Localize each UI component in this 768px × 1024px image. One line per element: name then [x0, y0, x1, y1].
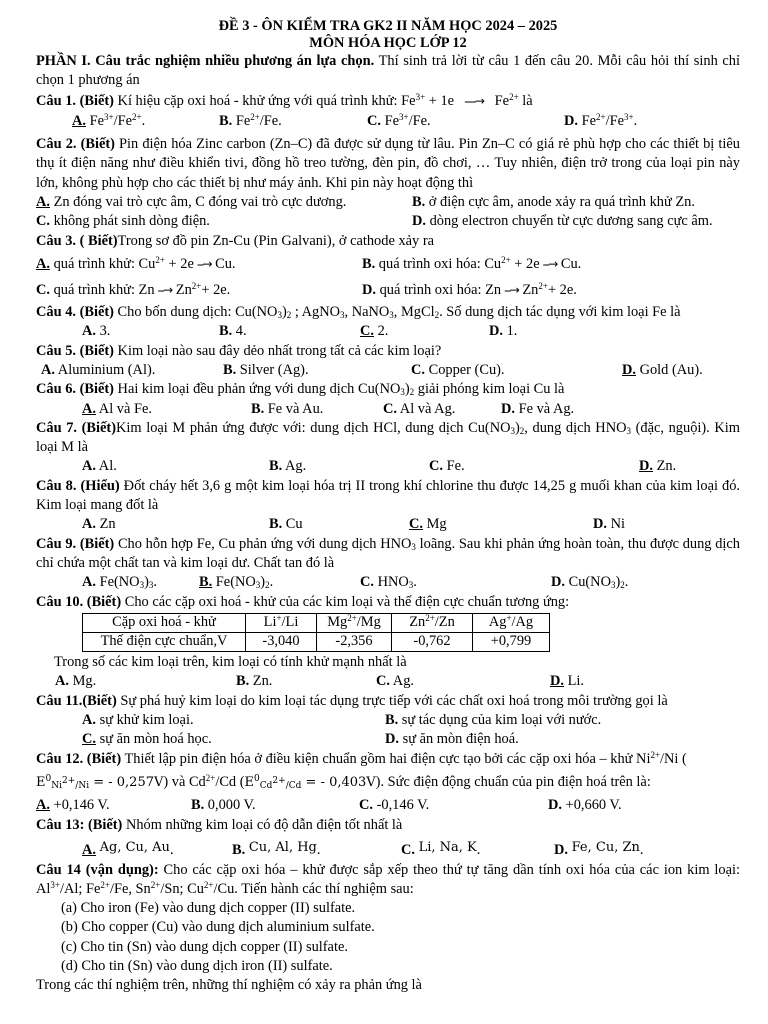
option-d[interactable]: D. $Cu(NO_3)_2$.	[551, 574, 629, 591]
question-2-options-cd	[36, 212, 740, 232]
table-cell: Li+/Li	[246, 613, 317, 632]
question-4-options	[36, 322, 740, 342]
option-d[interactable]: D. $Fe^{2+}/Fe^{3+}$.	[564, 111, 638, 129]
option-a[interactable]: A. Al.	[82, 458, 117, 475]
table-cell: Ag+/Ag	[473, 613, 550, 632]
option-d[interactable]: D. Fe, Cu, Zn.	[554, 839, 644, 858]
experiment-item: (a) Cho iron (Fe) vào dung dịch copper (II) sulfate.	[61, 900, 356, 917]
question-1: Câu 1. (Biết) Kí hiệu cặp oxi hoá - khử ứng với quá trình khử: $Fe^{3+} + 1e$ ⎯⎯→ $Fe^{2+}$ là	[36, 92, 533, 110]
table-header-cell: Thế điện cực chuẩn,V	[83, 632, 246, 651]
question-11: Câu 11.(Biết) Sự phá huỷ kim loại do kim loại tác dụng trực tiếp với các chất oxi hoá trong môi trường gọi là	[36, 692, 668, 709]
question-12-options	[36, 796, 740, 816]
option-a[interactable]: A. Zn đóng vai trò cực âm, C đóng vai trò cực dương.	[36, 193, 347, 210]
question-3-options-ab	[36, 251, 740, 277]
question-12-line2: $E^0_{Ni^{2+}/Ni}$ = - 0,257V) và $Cd^{2+}/Cd$ ($E^0_{Cd^{2+}/Cd}$ = - 0,403V). Sức điện động chuẩn của pin điện hoá trên là:	[36, 773, 651, 792]
option-a[interactable]: A. Aluminium (Al).	[41, 361, 156, 378]
option-b[interactable]: B. Silver (Ag).	[223, 361, 309, 378]
option-a[interactable]: A. Ag, Cu, Au.	[82, 839, 174, 858]
option-a[interactable]: A. Mg.	[55, 673, 97, 690]
question-14-prompt: Trong các thí nghiệm trên, những thí nghiệm có xảy ra phản ứng là	[36, 976, 422, 993]
experiment-item: (b) Cho copper (Cu) vào dung dịch aluminium sulfate.	[61, 919, 375, 936]
table-row	[83, 613, 550, 632]
option-c[interactable]: C. Copper (Cu).	[411, 361, 505, 378]
table-cell: -0,762	[392, 632, 473, 651]
question-14: Câu 14 (vận dụng): Cho các cặp oxi hóa – khử được sắp xếp theo thứ tự tăng dần tính oxi hóa của các ion kim loại: $Al^{3+}/Al$; $Fe^{2+}/Fe$, $Sn^{2+}/Sn$; $Cu^{2+}/Cu$. Tiến hành các thí nghiệm sau:	[36, 861, 740, 897]
exam-page	[36, 18, 740, 995]
question-9: Câu 9. (Biết) Cho hỗn hợp Fe, Cu phản ứng với dung dịch $HNO_3$ loãng. Sau khi phản ứng hoàn toàn, thu được dung dịch chỉ chứa một chất tan và kim loại dư. Chất tan đó là	[36, 535, 740, 572]
option-d[interactable]: D. Fe và Ag.	[501, 400, 575, 417]
question-8: Câu 8. (Hiểu) Đốt cháy hết 3,6 g một kim loại hóa trị II trong khí chlorine thu được 14,25 g muối khan của kim loại đó. Kim loại mang đốt là	[36, 477, 740, 514]
option-a[interactable]: A. quá trình khử: $Cu^{2+} + 2e$ ⎯→ Cu.	[36, 254, 236, 272]
question-4: Câu 4. (Biết) Cho bốn dung dịch: $Cu(NO_3)_2$ ; AgNO$_3$, NaNO$_3$, MgCl$_2$. Số dung dịch tác dụng với kim loại Fe là	[36, 303, 681, 320]
table-cell: -2,356	[317, 632, 392, 651]
option-b[interactable]: B. Cu, Al, Hg.	[232, 839, 321, 858]
question-5-options	[36, 361, 740, 381]
question-3: Câu 3. ( Biết)Trong sơ đồ pin Zn-Cu (Pin Galvani), ở cathode xảy ra	[36, 232, 434, 249]
question-13: Câu 13: (Biết) Nhóm những kim loại có độ dẫn điện tốt nhất là	[36, 816, 403, 833]
option-b[interactable]: B. sự tác dụng của kim loại với nước.	[385, 711, 602, 728]
question-6-options	[36, 400, 740, 420]
option-a[interactable]: A. +0,146 V.	[36, 797, 110, 814]
table-header-cell: Cặp oxi hoá - khử	[83, 613, 246, 632]
question-3-options-cd	[36, 277, 740, 303]
option-d[interactable]: D. Li.	[550, 673, 584, 690]
option-c[interactable]: C. Ag.	[376, 673, 414, 690]
option-d[interactable]: D. sự ăn mòn điện hoá.	[385, 731, 519, 748]
option-c[interactable]: C. Li, Na, K.	[401, 839, 481, 858]
option-b[interactable]: B. Fe và Au.	[251, 400, 324, 417]
question-7: Câu 7. (Biết)Kim loại M phản ứng được với: dung dịch HCl, dung dịch $Cu(NO_3)_2$, dung dịch $HNO_3$ (đặc, nguội). Kim loại M là	[36, 420, 740, 456]
option-a[interactable]: A. $Fe(NO_3)_3$.	[82, 574, 157, 591]
potential-table	[82, 613, 550, 652]
table-row	[83, 632, 550, 651]
question-8-options	[36, 515, 740, 535]
option-b[interactable]: B. Cu	[269, 516, 303, 533]
part1-instruction: PHẦN I. Câu trắc nghiệm nhiều phương án lựa chọn. Thí sinh trả lời từ câu 1 đến câu 20. Mỗi câu hỏi thí sinh chỉ chọn 1 phương án	[36, 53, 740, 89]
option-a[interactable]: A. sự khử kim loại.	[82, 711, 194, 728]
question-2-options-ab	[36, 193, 740, 213]
option-c[interactable]: C. không phát sinh dòng điện.	[36, 213, 210, 230]
question-10: Câu 10. (Biết) Cho các cặp oxi hoá - khử của các kim loại và thế điện cực chuẩn tương ứng:	[36, 593, 570, 610]
question-10-options	[36, 672, 740, 692]
option-c[interactable]: C. -0,146 V.	[359, 797, 430, 814]
question-10-prompt: Trong số các kim loại trên, kim loại có tính khử mạnh nhất là	[54, 653, 407, 670]
question-1-options	[36, 112, 740, 132]
exam-title: ĐỀ 3 - ÔN KIỂM TRA GK2 II NĂM HỌC 2024 – 2025	[218, 18, 558, 34]
option-c[interactable]: C. 2.	[360, 323, 389, 340]
part1-heading: PHẦN I. Câu trắc nghiệm nhiều phương án lựa chọn.	[36, 53, 375, 69]
option-d[interactable]: D. quá trình oxi hóa: Zn ⎯→ $Zn^{2+}+ 2e$.	[362, 280, 577, 298]
option-c[interactable]: C. Mg	[409, 516, 447, 533]
option-d[interactable]: D. 1.	[489, 323, 518, 340]
option-c[interactable]: C. quá trình khử: Zn ⎯→ $Zn^{2+}+ 2e$.	[36, 280, 231, 298]
experiment-item: (d) Cho tin (Sn) vào dung dịch iron (II) sulfate.	[61, 957, 333, 974]
option-c[interactable]: C. $HNO_3$.	[360, 574, 417, 591]
table-cell: +0,799	[473, 632, 550, 651]
question-6: Câu 6. (Biết) Hai kim loại đều phản ứng với dung dịch $Cu(NO_3)_2$ giải phóng kim loại Cu là	[36, 381, 565, 398]
table-cell: -3,040	[246, 632, 317, 651]
option-b[interactable]: B. $Fe(NO_3)_2$.	[199, 574, 274, 591]
question-13-options	[36, 835, 740, 861]
option-b[interactable]: B. 0,000 V.	[191, 797, 256, 814]
question-12-line1: Câu 12. (Biết) Thiết lập pin điện hóa ở điều kiện chuẩn gồm hai điện cực tạo bởi các cặp oxi hóa – khử $Ni^{2+}/Ni$ (	[36, 749, 687, 767]
option-c[interactable]: C. sự ăn mòn hoá học.	[82, 731, 212, 748]
option-c[interactable]: C. Al và Ag.	[383, 400, 456, 417]
question-2: Câu 2. (Biết) Pin điện hóa Zinc carbon (Zn–C) đã được sử dụng từ lâu. Pin Zn–C có giá rẻ phù hợp cho các thiết bị tiêu thụ ít điện năng như điều khiển tivi, đồng hồ treo tường, đèn pin, đồ chơi, … Tuy nhiên, điện trở trong của loại pin này lớn, không phù hợp cho các thiết bị như máy ảnh. Khi pin này hoạt động thì	[36, 136, 740, 191]
option-d[interactable]: D. +0,660 V.	[548, 797, 622, 814]
option-b[interactable]: B. quá trình oxi hóa: $Cu^{2+} + 2e$ ⎯→ Cu.	[362, 254, 582, 272]
question-11-options-ab	[36, 711, 740, 731]
option-d[interactable]: D. Ni	[593, 516, 625, 533]
option-b[interactable]: B. Ag.	[269, 458, 307, 475]
option-b[interactable]: B. ở điện cực âm, anode xảy ra quá trình khử Zn.	[412, 193, 695, 210]
question-9-options	[36, 573, 740, 593]
option-a[interactable]: A. 3.	[82, 323, 111, 340]
option-b[interactable]: B. Zn.	[236, 673, 273, 690]
option-d[interactable]: D. dòng electron chuyển từ cực dương sang cực âm.	[412, 213, 713, 230]
option-b[interactable]: B. $Fe^{2+}/Fe$.	[219, 111, 282, 129]
option-d[interactable]: D. Gold (Au).	[622, 361, 703, 378]
option-d[interactable]: D. Zn.	[639, 458, 677, 475]
question-11-options-cd	[36, 730, 740, 750]
option-c[interactable]: C. $Fe^{3+}/Fe$.	[367, 111, 431, 129]
table-cell: $Zn^{2+}/Zn$	[392, 613, 473, 632]
option-a[interactable]: A. $Fe^{3+}/Fe^{2+}$.	[72, 111, 146, 129]
exam-subtitle: MÔN HÓA HỌC LỚP 12	[309, 35, 467, 51]
experiment-item: (c) Cho tin (Sn) vào dung dịch copper (II) sulfate.	[61, 938, 348, 955]
option-a[interactable]: A. Zn	[82, 516, 116, 533]
option-b[interactable]: B. 4.	[219, 323, 247, 340]
question-7-options	[36, 457, 740, 477]
table-cell: $Mg^{2+}/Mg$	[317, 613, 392, 632]
question-5: Câu 5. (Biết) Kim loại nào sau đây dẻo nhất trong tất cả các kim loại?	[36, 342, 442, 359]
option-c[interactable]: C. Fe.	[429, 458, 465, 475]
option-a[interactable]: A. Al và Fe.	[82, 400, 152, 417]
